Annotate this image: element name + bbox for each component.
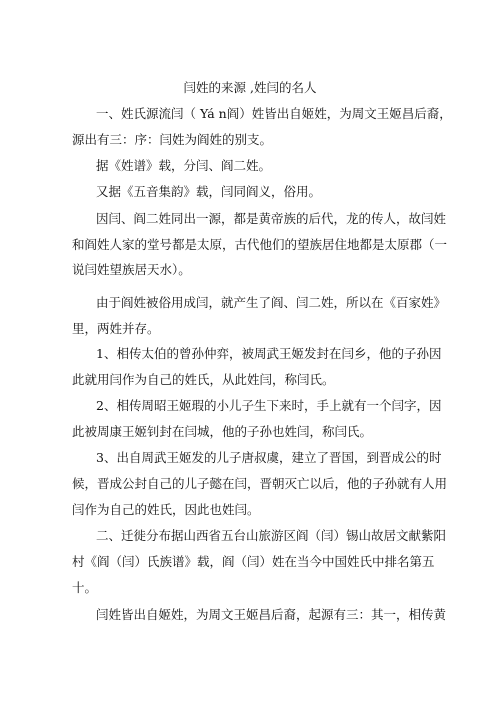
- text-line-9: 里，两姓并存。: [72, 321, 160, 336]
- text-line-3: 据《姓谱》载，分闫、阎二姓。: [96, 158, 272, 173]
- text-line-4: 又据《五音集韵》载，闫同阎义，俗用。: [96, 184, 322, 199]
- page-title: 闫姓的来源 ,姓闫的名人: [183, 80, 317, 95]
- text-line-18: 村《阎（闫）氏族谱》载，阎（闫）姓在当今中国姓氏中排名第五: [72, 554, 435, 569]
- text-line-5: 因闫、阎二姓同出一源，都是黄帝族的后代，龙的传人，故闫姓: [96, 211, 447, 226]
- text-line-12: 2、相传周昭王姬瑕的小儿子生下来时，手上就有一个闫字，因: [96, 398, 442, 413]
- text-line-20: 闫姓皆出自姬姓，为周文王姬昌后裔，起源有三：其一，相传黄: [96, 607, 447, 622]
- text-line-17: 二、迁徙分布据山西省五台山旅游区阎（闫）锡山故居文献紫阳: [96, 528, 447, 543]
- text-line-1: 一、姓氏源流闫（ Yá n阎）姓皆出自姬姓，为周文王姬昌后裔，: [96, 106, 452, 121]
- text-line-14: 3、出自周武王姬发的儿子唐叔虞，建立了晋国，到晋成公的时: [96, 450, 442, 465]
- text-line-11: 此就用闫作为自己的姓氏，从此姓闫，称闫氏。: [72, 372, 335, 387]
- text-line-8: 由于阎姓被俗用成闫，就产生了阎、闫二姓，所以在《百家姓》: [96, 295, 447, 310]
- text-line-16: 闫作为自己的姓氏，因此也姓闫。: [72, 502, 260, 517]
- text-line-10: 1、相传太伯的曾孙仲弈，被周武王姬发封在闫乡，他的子孙因: [96, 346, 442, 361]
- text-line-6: 和阎姓人家的堂号都是太原，古代他们的望族居住地都是太原郡（一: [72, 237, 448, 252]
- text-line-19: 十。: [72, 580, 98, 595]
- text-line-7: 说闫姓望族居天水）。: [72, 262, 191, 277]
- text-line-13: 此被周康王姬钊封在闫城，他的子孙也姓闫，称闫氏。: [72, 424, 373, 439]
- text-line-2: 源出有三：序：闫姓为阎姓的别支。: [72, 132, 273, 147]
- text-line-15: 候，晋成公封自己的儿子懿在闫，晋朝灭亡以后，他的子孙就有人用: [72, 476, 448, 491]
